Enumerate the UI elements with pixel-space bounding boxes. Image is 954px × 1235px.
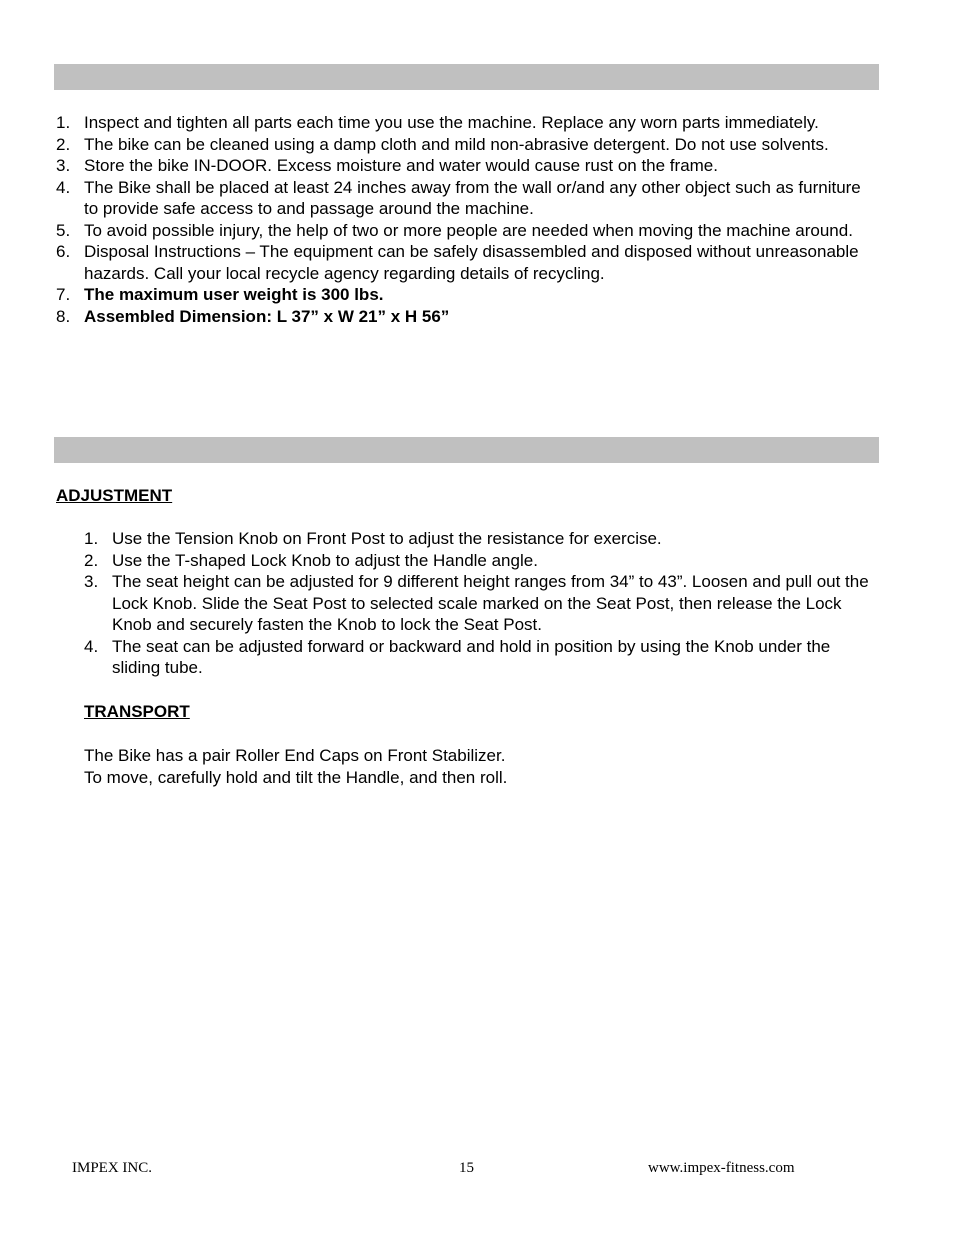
- list-item: [56, 112, 874, 134]
- adjustment-heading: ADJUSTMENT: [56, 486, 173, 505]
- list-number: 6.: [56, 242, 71, 261]
- list-item: [84, 550, 876, 572]
- list-item: [56, 177, 874, 220]
- list-number: 7.: [56, 285, 71, 304]
- list-text: Use the Tension Knob on Front Post to adjust the resistance for exercise.: [112, 529, 662, 548]
- list-number: 2.: [56, 134, 71, 154]
- list-item: [84, 528, 876, 550]
- list-item: [84, 636, 876, 679]
- list-number: 1.: [84, 529, 99, 548]
- list-text: The seat can be adjusted forward or backward and hold in position by using the Knob under the sliding tube.: [112, 636, 831, 677]
- transport-text-line-1: The Bike has a pair Roller End Caps on Front Stabilizer.: [84, 746, 506, 765]
- maintenance-list: [56, 112, 874, 327]
- list-item: [56, 241, 874, 284]
- footer-website: www.impex-fitness.com: [648, 1160, 795, 1176]
- list-number: 3.: [84, 572, 99, 591]
- list-text: The Bike shall be placed at least 24 inches away from the wall or/and any other object such as furniture to provide safe access to and passage around the machine.: [84, 177, 861, 218]
- list-item: [56, 134, 874, 156]
- section-header-bar-maintenance: [54, 64, 879, 90]
- list-number: 8.: [56, 306, 71, 326]
- list-number: 3.: [56, 156, 71, 175]
- transport-heading: TRANSPORT: [84, 702, 190, 721]
- list-text: Inspect and tighten all parts each time you use the machine. Replace any worn parts immediately.: [84, 113, 819, 132]
- list-number: 1.: [56, 113, 71, 132]
- list-text: Disposal Instructions – The equipment can be safely disassembled and disposed without unreasonable hazards. Call your local recycle agency regarding details of recycling.: [84, 242, 859, 283]
- list-number: 4.: [84, 636, 99, 656]
- list-text: The seat height can be adjusted for 9 different height ranges from 34” to 43”. Loosen and pull out the Lock Knob. Slide the Seat Post to selected scale marked on the Seat Post, then release the Lock Knob and securely fasten the Knob to lock the Seat Post.: [112, 572, 869, 634]
- list-item: [56, 220, 874, 242]
- list-text: Use the T-shaped Lock Knob to adjust the Handle angle.: [112, 550, 538, 570]
- list-text: The bike can be cleaned using a damp cloth and mild non-abrasive detergent. Do not use solvents.: [84, 134, 829, 154]
- footer-company: IMPEX INC.: [72, 1160, 153, 1176]
- list-text: To avoid possible injury, the help of two or more people are needed when moving the machine around.: [84, 220, 853, 240]
- list-item-max-weight: [56, 284, 874, 306]
- list-item: [56, 155, 874, 177]
- list-number: 4.: [56, 177, 71, 197]
- transport-text-line-2: To move, carefully hold and tilt the Handle, and then roll.: [84, 768, 508, 787]
- list-number: 5.: [56, 220, 71, 240]
- list-text: The maximum user weight is 300 lbs.: [84, 285, 384, 304]
- list-number: 2.: [84, 550, 99, 570]
- footer-page-number: 15: [459, 1160, 474, 1176]
- section-header-bar-adjustment: [54, 437, 879, 463]
- list-item: [84, 571, 876, 636]
- list-item-dimensions: [56, 306, 874, 328]
- list-text: Assembled Dimension: L 37” x W 21” x H 56”: [84, 306, 450, 326]
- adjustment-list: [84, 528, 876, 679]
- list-text: Store the bike IN-DOOR. Excess moisture and water would cause rust on the frame.: [84, 156, 718, 175]
